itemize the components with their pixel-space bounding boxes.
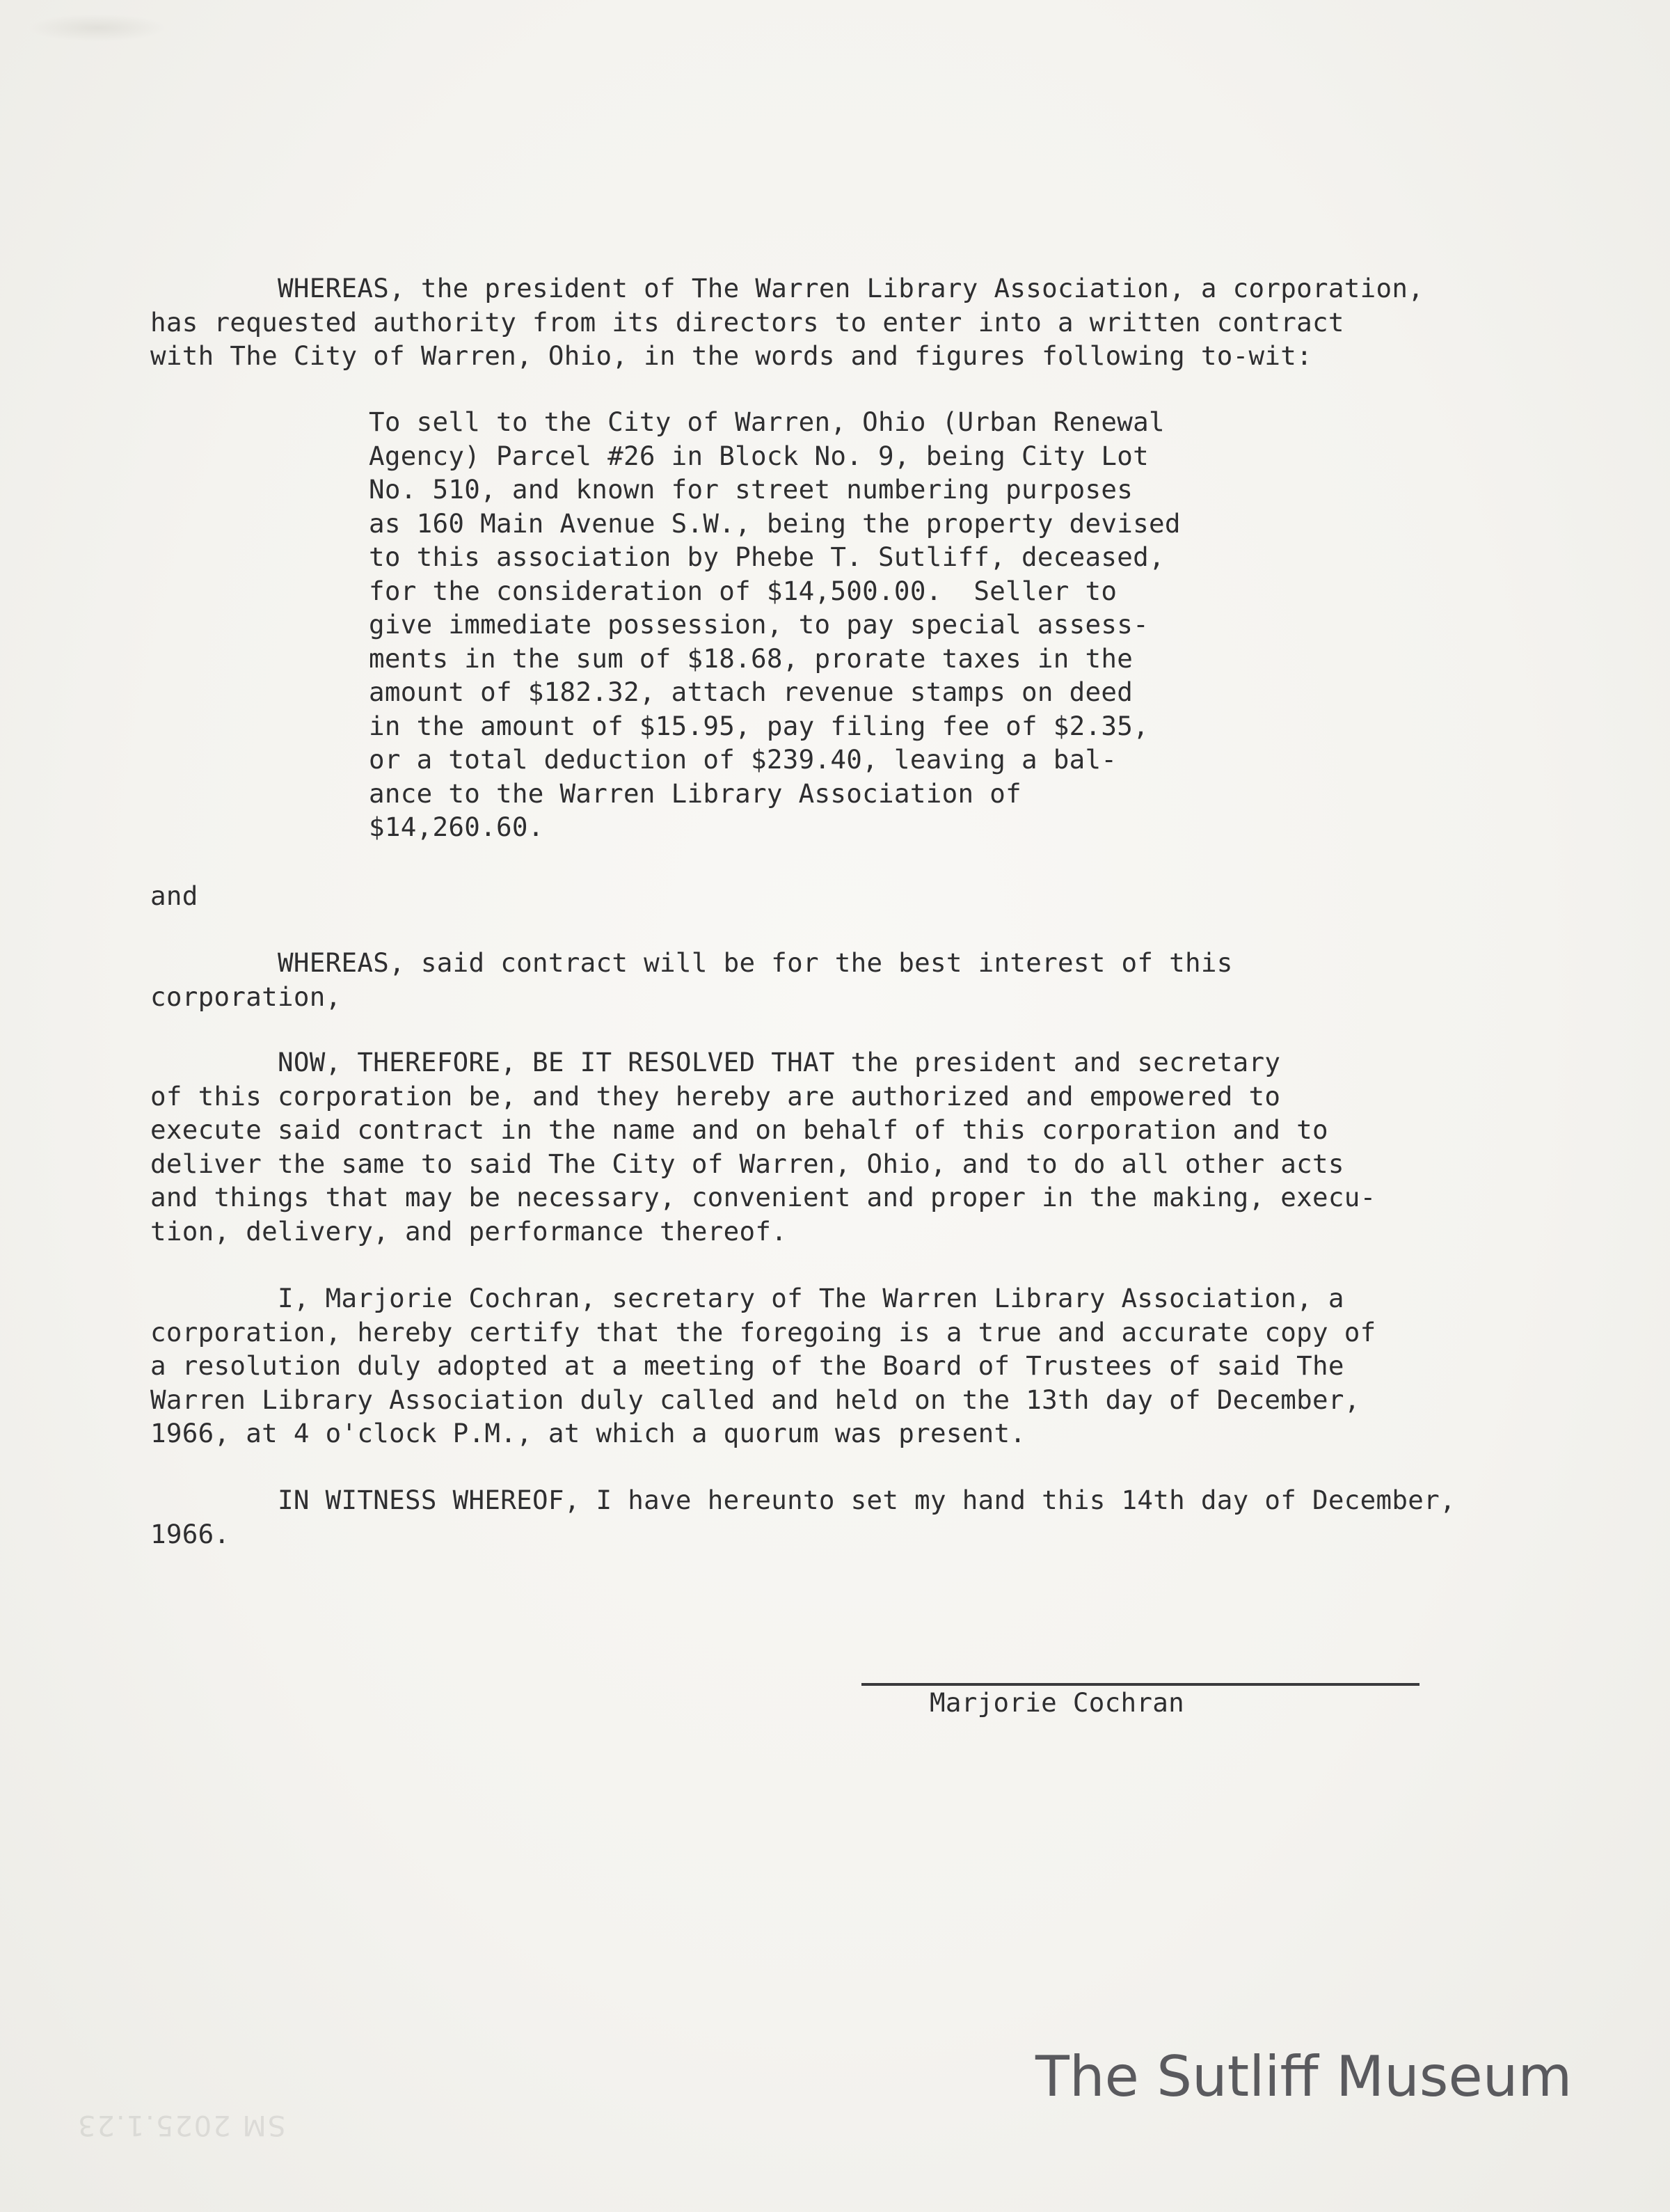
witness-paragraph: IN WITNESS WHEREOF, I have hereunto set my hand this 14th day of December, 1966. bbox=[150, 1485, 1456, 1549]
whereas-paragraph-2: WHEREAS, said contract will be for the best interest of this corporation, bbox=[150, 947, 1233, 1012]
signatory-name: Marjorie Cochran bbox=[930, 1687, 1185, 1718]
and-connector: and bbox=[150, 880, 198, 911]
museum-watermark: The Sutliff Museum bbox=[1035, 2044, 1573, 2109]
accession-stamp: SM 2025.1.23 bbox=[77, 2109, 286, 2141]
paper-smudge bbox=[28, 14, 167, 42]
resolved-paragraph: NOW, THEREFORE, BE IT RESOLVED THAT the president and secretary of this corporation be, and they hereby are authorized and empowered to execute said contract in the name and on behalf of this corporation and to deliver the same to said The City of Warren, Ohio, and to do all other acts and things that may be necessary, convenient and proper in the making, execu- tion, delivery, and performance thereof. bbox=[150, 1047, 1376, 1247]
contract-terms-block: To sell to the City of Warren, Ohio (Urban Renewal Agency) Parcel #26 in Block No. 9, being City Lot No. 510, and known for street numbering purposes as 160 Main Avenue S.W., being the property devised to this association by Phebe T. Sutliff, deceased, for the consideration of $14,500.00. Seller to give immediate possession, to pay special assess- ments in the sum of $18.68, prorate taxes in the amount of $182.32, attach revenue stamps on deed in the amount of $15.95, pay filing fee of $2.35, or a total deduction of $239.40, leaving a bal- ance to the Warren Library Association of $14,260.60. bbox=[369, 406, 1181, 842]
whereas-paragraph-1: WHEREAS, the president of The Warren Library Association, a corporation, has requested authority from its directors to enter into a written contract with The City of Warren, Ohio, in the words and figures following to-wit: bbox=[150, 273, 1424, 371]
certification-paragraph: I, Marjorie Cochran, secretary of The Warren Library Association, a corporation, hereby certify that the foregoing is a true and accurate copy of a resolution duly adopted at a meeting of the Board of Trustees of said The Warren Library Association duly called and held on the 13th day of December, 1966, at 4 o'clock P.M., at which a quorum was present. bbox=[150, 1283, 1376, 1448]
